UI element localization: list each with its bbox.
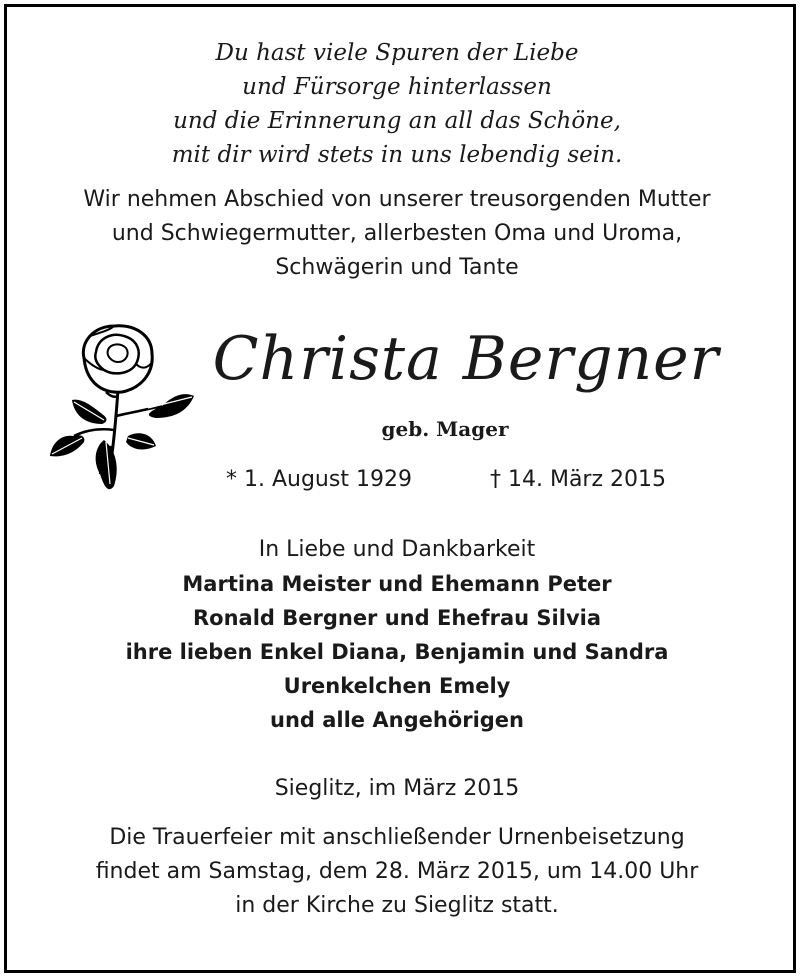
service-line: in der Kirche zu Sieglitz statt. [235,893,559,918]
farewell-intro [0,183,794,285]
mourner-line: Urenkelchen Emely [283,674,511,698]
thanks-line: In Liebe und Dankbarkeit [258,537,536,562]
mourner-line: Martina Meister und Ehemann Peter [182,572,612,596]
poem-line: Du hast viele Spuren der Liebe [215,40,579,66]
service-line: Die Trauerfeier mit anschließender Urnenbeisetzung [109,825,685,850]
service-line: findet am Samstag, dem 28. März 2015, um 14.00 Uhr [95,859,699,884]
funeral-service-info [0,821,794,923]
birth-date: * 1. August 1929 [226,467,412,492]
mourners-list [0,567,794,737]
intro-line: und Schwiegermutter, allerbesten Oma und Uroma, [111,221,683,246]
death-date: † 14. März 2015 [490,467,667,492]
intro-line: Schwägerin und Tante [275,255,519,280]
poem-line: und Fürsorge hinterlassen [242,74,552,100]
maiden-name: geb. Mager [381,417,509,441]
mourner-line: und alle Angehörigen [270,708,524,732]
mourner-line: Ronald Bergner und Ehefrau Silvia [192,606,602,630]
rose-icon [44,318,199,498]
deceased-name: Christa Bergner [212,324,720,394]
poem-line: und die Erinnerung an all das Schöne, [173,108,621,134]
mourner-line: ihre lieben Enkel Diana, Benjamin und Sandra [125,640,669,664]
memorial-poem [0,36,794,172]
place-date: Sieglitz, im März 2015 [274,776,520,801]
intro-line: Wir nehmen Abschied von unserer treusorgenden Mutter [83,187,711,212]
poem-line: mit dir wird stets in uns lebendig sein. [171,142,623,168]
